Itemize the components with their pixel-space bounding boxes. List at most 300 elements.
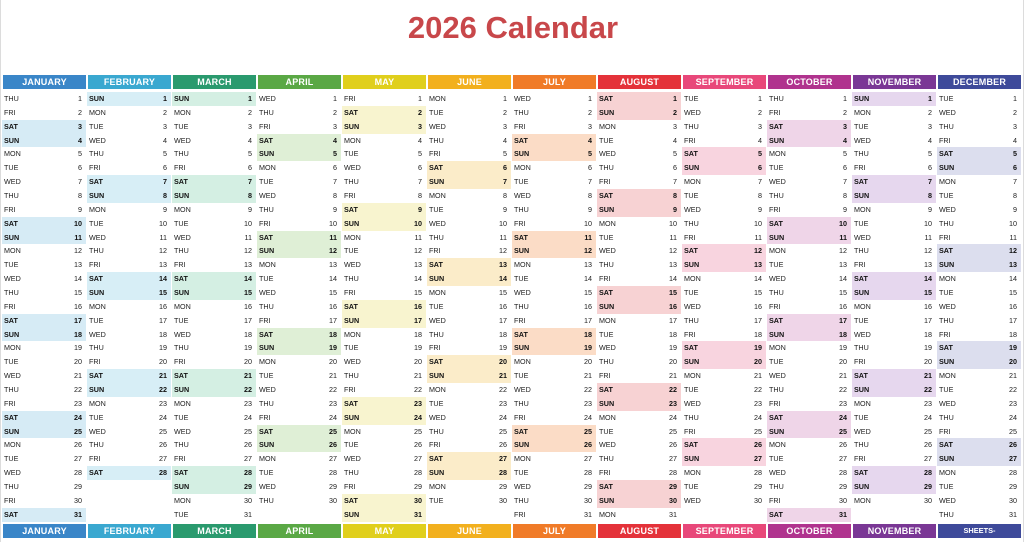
day-number: 18 <box>669 329 677 339</box>
day-row <box>682 175 766 189</box>
weekday-label: SAT <box>854 468 868 478</box>
day-row <box>682 480 766 494</box>
day-number: 21 <box>584 371 592 381</box>
weekday-label: SAT <box>4 121 18 131</box>
day-number: 12 <box>839 246 847 256</box>
day-number: 9 <box>758 204 762 214</box>
weekday-label: SAT <box>344 204 358 214</box>
day-row <box>172 438 256 452</box>
day-number: 23 <box>499 398 507 408</box>
day-row <box>682 341 766 355</box>
day-number: 1 <box>418 94 422 103</box>
day-number: 18 <box>74 329 82 339</box>
day-row <box>597 494 681 508</box>
weekday-label: TUE <box>854 121 869 131</box>
day-number: 6 <box>248 163 252 173</box>
weekday-label: MON <box>599 315 616 325</box>
day-row <box>427 258 511 272</box>
day-row <box>937 411 1021 425</box>
weekday-label: SUN <box>344 412 360 422</box>
day-number: 25 <box>754 426 762 436</box>
day-number: 15 <box>499 288 507 298</box>
day-number: 4 <box>758 135 762 145</box>
day-number: 22 <box>329 385 337 395</box>
weekday-label: MON <box>429 191 446 201</box>
day-number: 22 <box>414 385 422 395</box>
weekday-label: SUN <box>429 274 445 284</box>
day-number: 11 <box>839 232 847 242</box>
day-number: 9 <box>333 204 337 214</box>
month-footer: JULY <box>513 524 596 538</box>
weekday-label: SUN <box>4 135 20 145</box>
day-number: 21 <box>74 371 82 381</box>
weekday-label: SAT <box>89 177 103 187</box>
day-number: 5 <box>503 149 507 159</box>
day-row <box>342 286 426 300</box>
day-number: 30 <box>74 495 82 505</box>
weekday-label: MON <box>854 107 871 117</box>
weekday-label: WED <box>174 232 191 242</box>
day-number: 6 <box>163 163 167 173</box>
day-row <box>682 272 766 286</box>
day-row <box>597 328 681 342</box>
weekday-label: TUE <box>89 218 104 228</box>
weekday-label: SUN <box>514 149 530 159</box>
day-number: 3 <box>248 121 252 131</box>
day-row <box>937 175 1021 189</box>
weekday-label: THU <box>4 191 19 201</box>
day-row <box>767 508 851 522</box>
weekday-label: MON <box>684 468 701 478</box>
day-number: 6 <box>1013 163 1017 173</box>
weekday-label: FRI <box>514 509 526 519</box>
day-row <box>427 411 511 425</box>
weekday-label: TUE <box>514 274 529 284</box>
day-number: 20 <box>414 357 422 367</box>
day-number: 6 <box>333 163 337 173</box>
day-number: 24 <box>159 412 167 422</box>
weekday-label: MON <box>259 163 276 173</box>
day-row <box>257 397 341 411</box>
day-row <box>2 286 86 300</box>
weekday-label: SUN <box>854 191 870 201</box>
day-number: 15 <box>1009 288 1017 298</box>
weekday-label: SUN <box>599 107 615 117</box>
weekday-label: WED <box>429 315 446 325</box>
day-row <box>767 452 851 466</box>
day-number: 21 <box>499 371 507 381</box>
day-number: 17 <box>414 315 422 325</box>
weekday-label: SUN <box>769 232 785 242</box>
weekday-label: MON <box>939 177 956 187</box>
day-row <box>682 300 766 314</box>
day-row <box>937 231 1021 245</box>
day-row <box>2 328 86 342</box>
weekday-label: SUN <box>514 246 530 256</box>
day-row <box>2 106 86 120</box>
day-row <box>937 120 1021 134</box>
day-row <box>852 161 936 175</box>
weekday-label: SAT <box>514 232 528 242</box>
day-number: 6 <box>418 163 422 173</box>
day-row <box>2 189 86 203</box>
day-row <box>427 203 511 217</box>
day-row <box>342 175 426 189</box>
weekday-label: SUN <box>769 426 785 436</box>
day-row <box>767 272 851 286</box>
weekday-label: THU <box>939 315 954 325</box>
day-number: 31 <box>839 509 847 519</box>
day-number: 4 <box>163 135 167 145</box>
day-row <box>342 147 426 161</box>
weekday-label: WED <box>4 371 21 381</box>
weekday-label: SUN <box>89 94 105 103</box>
day-number: 17 <box>839 315 847 325</box>
weekday-label: MON <box>599 218 616 228</box>
day-number: 29 <box>584 482 592 492</box>
day-number: 31 <box>669 509 677 519</box>
weekday-label: WED <box>174 426 191 436</box>
day-number: 12 <box>414 246 422 256</box>
day-row <box>852 217 936 231</box>
day-row <box>87 120 171 134</box>
weekday-label: SAT <box>344 107 358 117</box>
day-number: 20 <box>669 357 677 367</box>
weekday-label: TUE <box>854 412 869 422</box>
day-number: 13 <box>244 260 252 270</box>
month-column-november <box>852 75 937 538</box>
day-row <box>767 286 851 300</box>
weekday-label: FRI <box>514 315 526 325</box>
weekday-label: TUE <box>259 371 274 381</box>
month-footer: NOVEMBER <box>853 524 936 538</box>
weekday-label: SUN <box>599 398 615 408</box>
day-number: 15 <box>414 288 422 298</box>
day-number: 10 <box>159 218 167 228</box>
day-row <box>767 161 851 175</box>
day-number: 19 <box>669 343 677 353</box>
month-footer: JUNE <box>428 524 511 538</box>
weekday-label: THU <box>514 204 529 214</box>
day-number: 15 <box>669 288 677 298</box>
day-row <box>852 314 936 328</box>
day-list <box>172 92 257 522</box>
weekday-label: MON <box>344 135 361 145</box>
day-number: 10 <box>499 218 507 228</box>
day-row <box>2 480 86 494</box>
day-row <box>172 92 256 106</box>
day-row <box>342 369 426 383</box>
weekday-label: FRI <box>429 343 441 353</box>
day-number: 23 <box>244 398 252 408</box>
day-row <box>597 383 681 397</box>
day-number: 6 <box>78 163 82 173</box>
day-row <box>512 272 596 286</box>
day-number: 4 <box>588 135 592 145</box>
day-number: 12 <box>499 246 507 256</box>
weekday-label: SAT <box>514 426 528 436</box>
day-row <box>87 258 171 272</box>
weekday-label: SUN <box>514 343 530 353</box>
day-row <box>682 134 766 148</box>
day-number: 17 <box>159 315 167 325</box>
day-number: 15 <box>584 288 592 298</box>
day-number: 24 <box>669 412 677 422</box>
page-title: 2026 Calendar <box>407 10 619 45</box>
day-number: 5 <box>248 149 252 159</box>
weekday-label: WED <box>259 94 276 103</box>
day-row <box>172 244 256 258</box>
weekday-label: MON <box>854 398 871 408</box>
weekday-label: WED <box>4 177 21 187</box>
day-number: 5 <box>588 149 592 159</box>
day-row <box>87 175 171 189</box>
day-row <box>937 438 1021 452</box>
day-row <box>427 231 511 245</box>
day-number: 9 <box>928 204 932 214</box>
day-row <box>427 286 511 300</box>
weekday-label: FRI <box>939 329 951 339</box>
day-row <box>2 120 86 134</box>
weekday-label: THU <box>854 246 869 256</box>
day-row <box>767 120 851 134</box>
weekday-label: SAT <box>514 135 528 145</box>
day-row <box>87 217 171 231</box>
weekday-label: WED <box>684 204 701 214</box>
weekday-label: SAT <box>259 426 273 436</box>
day-row <box>87 106 171 120</box>
day-number: 14 <box>669 274 677 284</box>
day-row <box>172 161 256 175</box>
weekday-label: WED <box>939 495 956 505</box>
day-row <box>427 494 511 508</box>
day-number: 25 <box>244 426 252 436</box>
weekday-label: WED <box>259 288 276 298</box>
day-number: 25 <box>159 426 167 436</box>
day-row <box>852 134 936 148</box>
weekday-label: SUN <box>174 191 190 201</box>
day-row <box>937 494 1021 508</box>
day-number: 3 <box>843 121 847 131</box>
weekday-label: SUN <box>89 288 105 298</box>
day-row <box>597 438 681 452</box>
day-row <box>87 300 171 314</box>
day-row <box>767 328 851 342</box>
weekday-label: TUE <box>344 246 359 256</box>
day-number: 27 <box>924 454 932 464</box>
weekday-label: WED <box>684 107 701 117</box>
day-row <box>427 147 511 161</box>
day-row <box>2 272 86 286</box>
day-row <box>937 452 1021 466</box>
day-number: 23 <box>414 398 422 408</box>
weekday-label: WED <box>429 218 446 228</box>
day-number: 8 <box>588 191 592 201</box>
month-header: OCTOBER <box>768 75 851 89</box>
weekday-label: WED <box>259 191 276 201</box>
weekday-label: FRI <box>344 94 356 103</box>
weekday-label: FRI <box>854 357 866 367</box>
month-column-june <box>427 75 512 538</box>
day-row <box>852 494 936 508</box>
day-row <box>87 341 171 355</box>
weekday-label: SAT <box>174 274 188 284</box>
day-number: 4 <box>78 135 82 145</box>
day-number: 26 <box>669 440 677 450</box>
day-row <box>172 494 256 508</box>
weekday-label: FRI <box>514 121 526 131</box>
day-number: 7 <box>928 177 932 187</box>
day-row <box>2 466 86 480</box>
day-list <box>257 92 342 508</box>
day-row <box>852 425 936 439</box>
day-number: 5 <box>333 149 337 159</box>
weekday-label: MON <box>599 412 616 422</box>
weekday-label: TUE <box>429 204 444 214</box>
day-number: 30 <box>329 495 337 505</box>
day-number: 3 <box>758 121 762 131</box>
weekday-label: SUN <box>939 163 955 173</box>
weekday-label: MON <box>939 274 956 284</box>
day-row <box>87 438 171 452</box>
day-row <box>597 369 681 383</box>
day-number: 28 <box>74 468 82 478</box>
day-row <box>852 369 936 383</box>
day-number: 1 <box>588 94 592 103</box>
weekday-label: MON <box>939 468 956 478</box>
weekday-label: TUE <box>429 398 444 408</box>
day-row <box>342 494 426 508</box>
weekday-label: SAT <box>939 149 953 159</box>
weekday-label: SAT <box>939 343 953 353</box>
weekday-label: FRI <box>429 440 441 450</box>
day-number: 16 <box>74 301 82 311</box>
day-number: 12 <box>74 246 82 256</box>
weekday-label: SUN <box>939 357 955 367</box>
day-number: 2 <box>843 107 847 117</box>
day-list <box>937 92 1022 522</box>
weekday-label: THU <box>684 315 699 325</box>
weekday-label: TUE <box>684 191 699 201</box>
weekday-label: TUE <box>769 454 784 464</box>
weekday-label: WED <box>4 274 21 284</box>
weekday-label: SAT <box>854 371 868 381</box>
weekday-label: SAT <box>599 94 613 103</box>
day-number: 16 <box>1009 301 1017 311</box>
weekday-label: FRI <box>344 385 356 395</box>
weekday-label: TUE <box>854 315 869 325</box>
day-number: 21 <box>924 371 932 381</box>
weekday-label: FRI <box>769 301 781 311</box>
day-row <box>512 369 596 383</box>
day-number: 17 <box>329 315 337 325</box>
weekday-label: MON <box>769 246 786 256</box>
weekday-label: TUE <box>514 177 529 187</box>
day-row <box>937 92 1021 106</box>
day-row <box>427 383 511 397</box>
day-number: 9 <box>1013 204 1017 214</box>
day-number: 22 <box>584 385 592 395</box>
day-number: 26 <box>74 440 82 450</box>
weekday-label: FRI <box>429 246 441 256</box>
day-number: 11 <box>244 232 252 242</box>
day-row <box>2 92 86 106</box>
weekday-label: MON <box>344 329 361 339</box>
day-row <box>512 494 596 508</box>
day-row <box>682 452 766 466</box>
weekday-label: SUN <box>684 260 700 270</box>
day-number: 16 <box>669 301 677 311</box>
day-number: 24 <box>74 412 82 422</box>
day-list <box>87 92 172 480</box>
day-row <box>682 438 766 452</box>
weekday-label: WED <box>514 191 531 201</box>
weekday-label: MON <box>259 260 276 270</box>
day-number: 16 <box>499 301 507 311</box>
day-number: 13 <box>754 260 762 270</box>
weekday-label: SAT <box>514 329 528 339</box>
day-row <box>342 355 426 369</box>
day-number: 7 <box>503 177 507 187</box>
day-number: 6 <box>673 163 677 173</box>
day-number: 21 <box>754 371 762 381</box>
day-row <box>2 134 86 148</box>
day-number: 17 <box>1009 315 1017 325</box>
day-row <box>937 341 1021 355</box>
weekday-label: MON <box>769 149 786 159</box>
day-number: 18 <box>1009 329 1017 339</box>
day-row <box>2 508 86 522</box>
day-row <box>597 258 681 272</box>
day-row <box>342 203 426 217</box>
weekday-label: TUE <box>939 288 954 298</box>
weekday-label: TUE <box>344 440 359 450</box>
day-row <box>852 466 936 480</box>
day-row <box>682 258 766 272</box>
day-number: 25 <box>839 426 847 436</box>
day-number: 25 <box>924 426 932 436</box>
month-column-february <box>87 75 172 538</box>
day-number: 26 <box>754 440 762 450</box>
weekday-label: THU <box>939 412 954 422</box>
day-number: 16 <box>159 301 167 311</box>
day-number: 11 <box>584 232 592 242</box>
weekday-label: SAT <box>769 412 783 422</box>
day-row <box>937 314 1021 328</box>
day-row <box>2 244 86 258</box>
day-row <box>597 272 681 286</box>
day-number: 10 <box>924 218 932 228</box>
weekday-label: SAT <box>769 121 783 131</box>
weekday-label: THU <box>939 218 954 228</box>
day-number: 9 <box>843 204 847 214</box>
day-number: 8 <box>248 191 252 201</box>
weekday-label: MON <box>514 454 531 464</box>
day-number: 19 <box>584 343 592 353</box>
day-number: 21 <box>669 371 677 381</box>
month-footer: MARCH <box>173 524 256 538</box>
day-row <box>852 480 936 494</box>
day-row <box>597 120 681 134</box>
day-number: 30 <box>754 495 762 505</box>
day-number: 1 <box>1013 94 1017 103</box>
day-row <box>512 189 596 203</box>
weekday-label: TUE <box>259 177 274 187</box>
weekday-label: THU <box>344 468 359 478</box>
weekday-label: WED <box>259 385 276 395</box>
weekday-label: THU <box>854 149 869 159</box>
day-number: 7 <box>418 177 422 187</box>
